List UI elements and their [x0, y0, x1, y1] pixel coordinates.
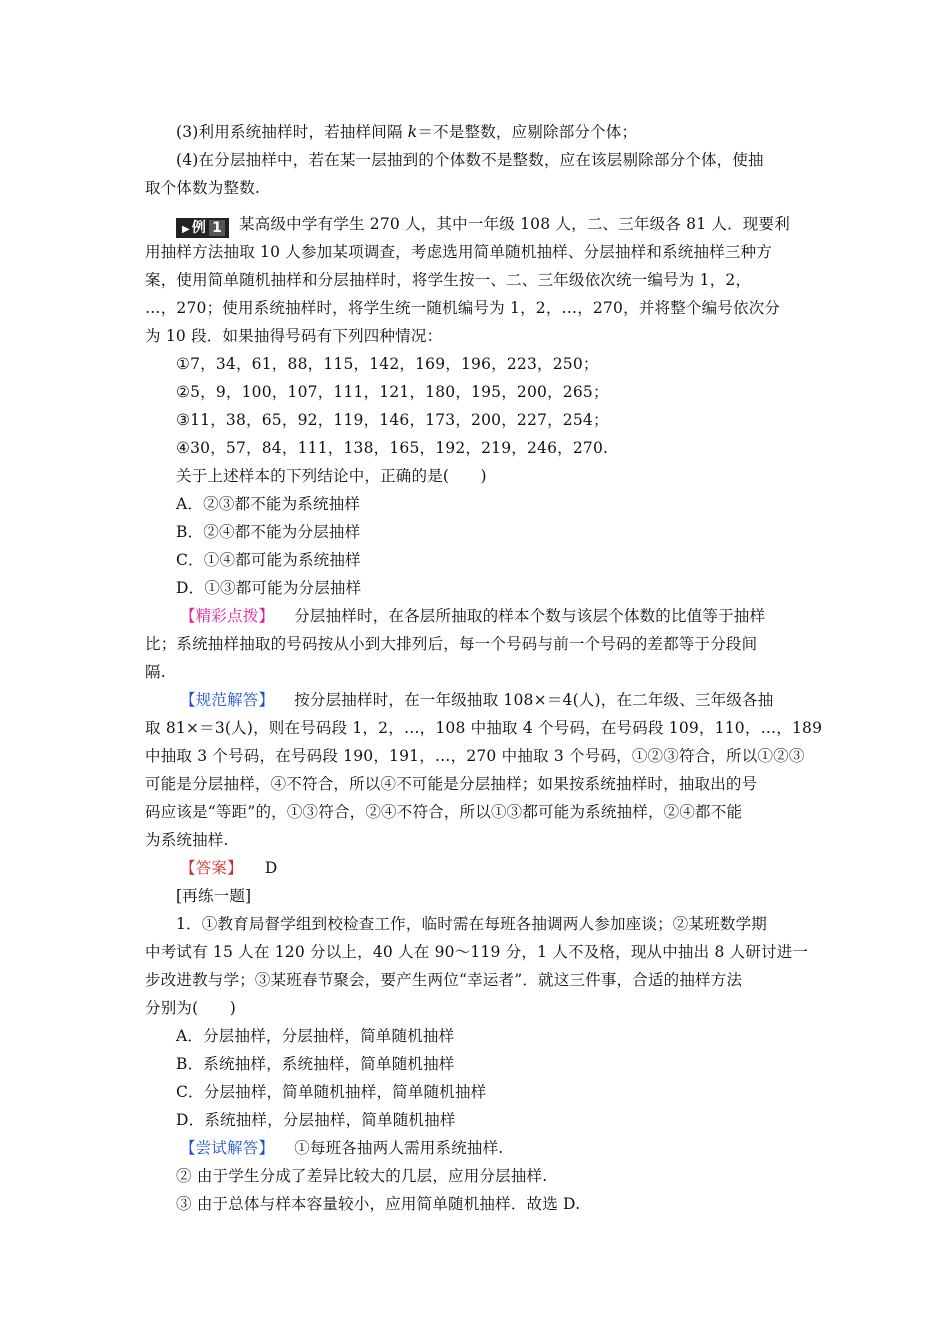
answer-value: D [264, 859, 278, 877]
example-badge-number: 1 [209, 220, 225, 236]
note-3 [176, 121, 841, 143]
solution-line2: 取 81×＝3(人)，则在号码段 1，2，…，108 中抽取 4 个号码，在号码段 109，110，…，189 [145, 719, 823, 737]
attempt-tag: 【尝试解答】 [180, 1139, 275, 1157]
practice-title: [再练一题] [176, 887, 252, 905]
attempt-text: ①每班各抽两人需用系统抽样. [294, 1139, 504, 1157]
practice-option-c: C．分层抽样，简单随机抽样，简单随机抽样 [176, 1083, 487, 1101]
note-4-line2: 取个体数为整数. [145, 179, 261, 197]
attempt-line2: ② 由于学生分成了差异比较大的几层，应用分层抽样. [176, 1167, 548, 1185]
solution-text: 按分层抽样时，在一年级抽取 108×＝4(人)，在二年级、三年级各抽 [294, 691, 774, 709]
note-3-variable: k [407, 123, 418, 141]
example-line5: 为 10 段．如果抽得号码有下列四种情况： [145, 327, 443, 345]
example-badge [176, 218, 229, 238]
example-option-d: D．①③都可能为分层抽样 [176, 579, 362, 597]
example-option-b: B．②④都不能为分层抽样 [176, 523, 361, 541]
practice-line1: 1．①教育局督学组到校检查工作，临时需在每班各抽调两人参加座谈；②某班数学期 [176, 915, 767, 933]
hint-line1 [180, 605, 845, 627]
hint-line3: 隔. [145, 663, 166, 681]
note-3-text-a: (3)利用系统抽样时，若抽样间隔 [176, 123, 408, 141]
case-4: ④30，57，84，111，138，165，192，219，246，270. [176, 439, 609, 457]
answer-tag: 【答案】 [180, 859, 243, 877]
note-4-line1: (4)在分层抽样中，若在某一层抽到的个体数不是整数，应在该层剔除部分个体，使抽 [176, 151, 764, 169]
answer-line [180, 857, 845, 879]
case-3: ③11，38，65，92，119，146，173，200，227，254； [176, 411, 609, 429]
hint-text: 分层抽样时，在各层所抽取的样本个数与该层个体数的比值等于抽样 [294, 607, 766, 625]
attempt-line3: ③ 由于总体与样本容量较小，应用简单随机抽样．故选 D. [176, 1195, 581, 1213]
note-3-text-b: ＝不是整数，应剔除部分个体； [417, 123, 638, 141]
hint-tag: 【精彩点拨】 [180, 607, 275, 625]
solution-line4: 可能是分层抽样，④不符合，所以④不可能是分层抽样；如果按系统抽样时，抽取出的号 [145, 775, 758, 793]
practice-option-b: B．系统抽样，系统抽样，简单随机抽样 [176, 1055, 455, 1073]
example-badge-label: 例 [191, 220, 207, 236]
example-line3: 案，使用简单随机抽样和分层抽样时，将学生按一、二、三年级依次统一编号为 1，2， [145, 271, 752, 289]
practice-option-d: D．系统抽样，分层抽样，简单随机抽样 [176, 1111, 456, 1129]
triangle-icon: ▶ [182, 224, 190, 235]
solution-line5: 码应该是“等距”的，①③符合，②④不符合，所以①③都可能为系统抽样，②④都不能 [145, 803, 743, 821]
example-option-a: A．②③都不能为系统抽样 [176, 495, 361, 513]
example-line4: …，270；使用系统抽样时，将学生统一随机编号为 1，2，…，270，并将整个编号依次分 [145, 299, 781, 317]
case-2: ②5，9，100，107，111，121，180，195，200，265； [176, 383, 609, 401]
solution-line1 [180, 689, 845, 711]
solution-line6: 为系统抽样. [145, 831, 229, 849]
attempt-line1 [180, 1137, 845, 1159]
example-option-c: C．①④都可能为系统抽样 [176, 551, 361, 569]
example-line2: 用抽样方法抽取 10 人参加某项调查，考虑选用简单随机抽样、分层抽样和系统抽样三种方 [145, 243, 772, 261]
case-1: ①7，34，61，88，115，142，169，196，223，250； [176, 355, 599, 373]
practice-line4: 分别为( ) [145, 999, 236, 1017]
practice-line2: 中考试有 15 人在 120 分以上，40 人在 90～119 分，1 人不及格，现从中抽出 8 人研讨进一 [145, 943, 809, 961]
hint-line2: 比；系统抽样抽取的号码按从小到大排列后，每一个号码与前一个号码的差都等于分段间 [145, 635, 758, 653]
practice-line3: 步改进教与学；③某班春节聚会，要产生两位“幸运者”．就这三件事，合适的抽样方法 [145, 971, 743, 989]
example-question: 关于上述样本的下列结论中，正确的是( ) [176, 467, 487, 485]
practice-option-a: A．分层抽样，分层抽样，简单随机抽样 [176, 1027, 455, 1045]
example-text: 某高级中学有学生 270 人，其中一年级 108 人，二、三年级各 81 人．现要利 [239, 215, 790, 233]
solution-line3: 中抽取 3 个号码，在号码段 190，191，…，270 中抽取 3 个号码，①②③符合，所以①②③ [145, 747, 805, 765]
example-line1 [176, 213, 841, 238]
solution-tag: 【规范解答】 [180, 691, 275, 709]
